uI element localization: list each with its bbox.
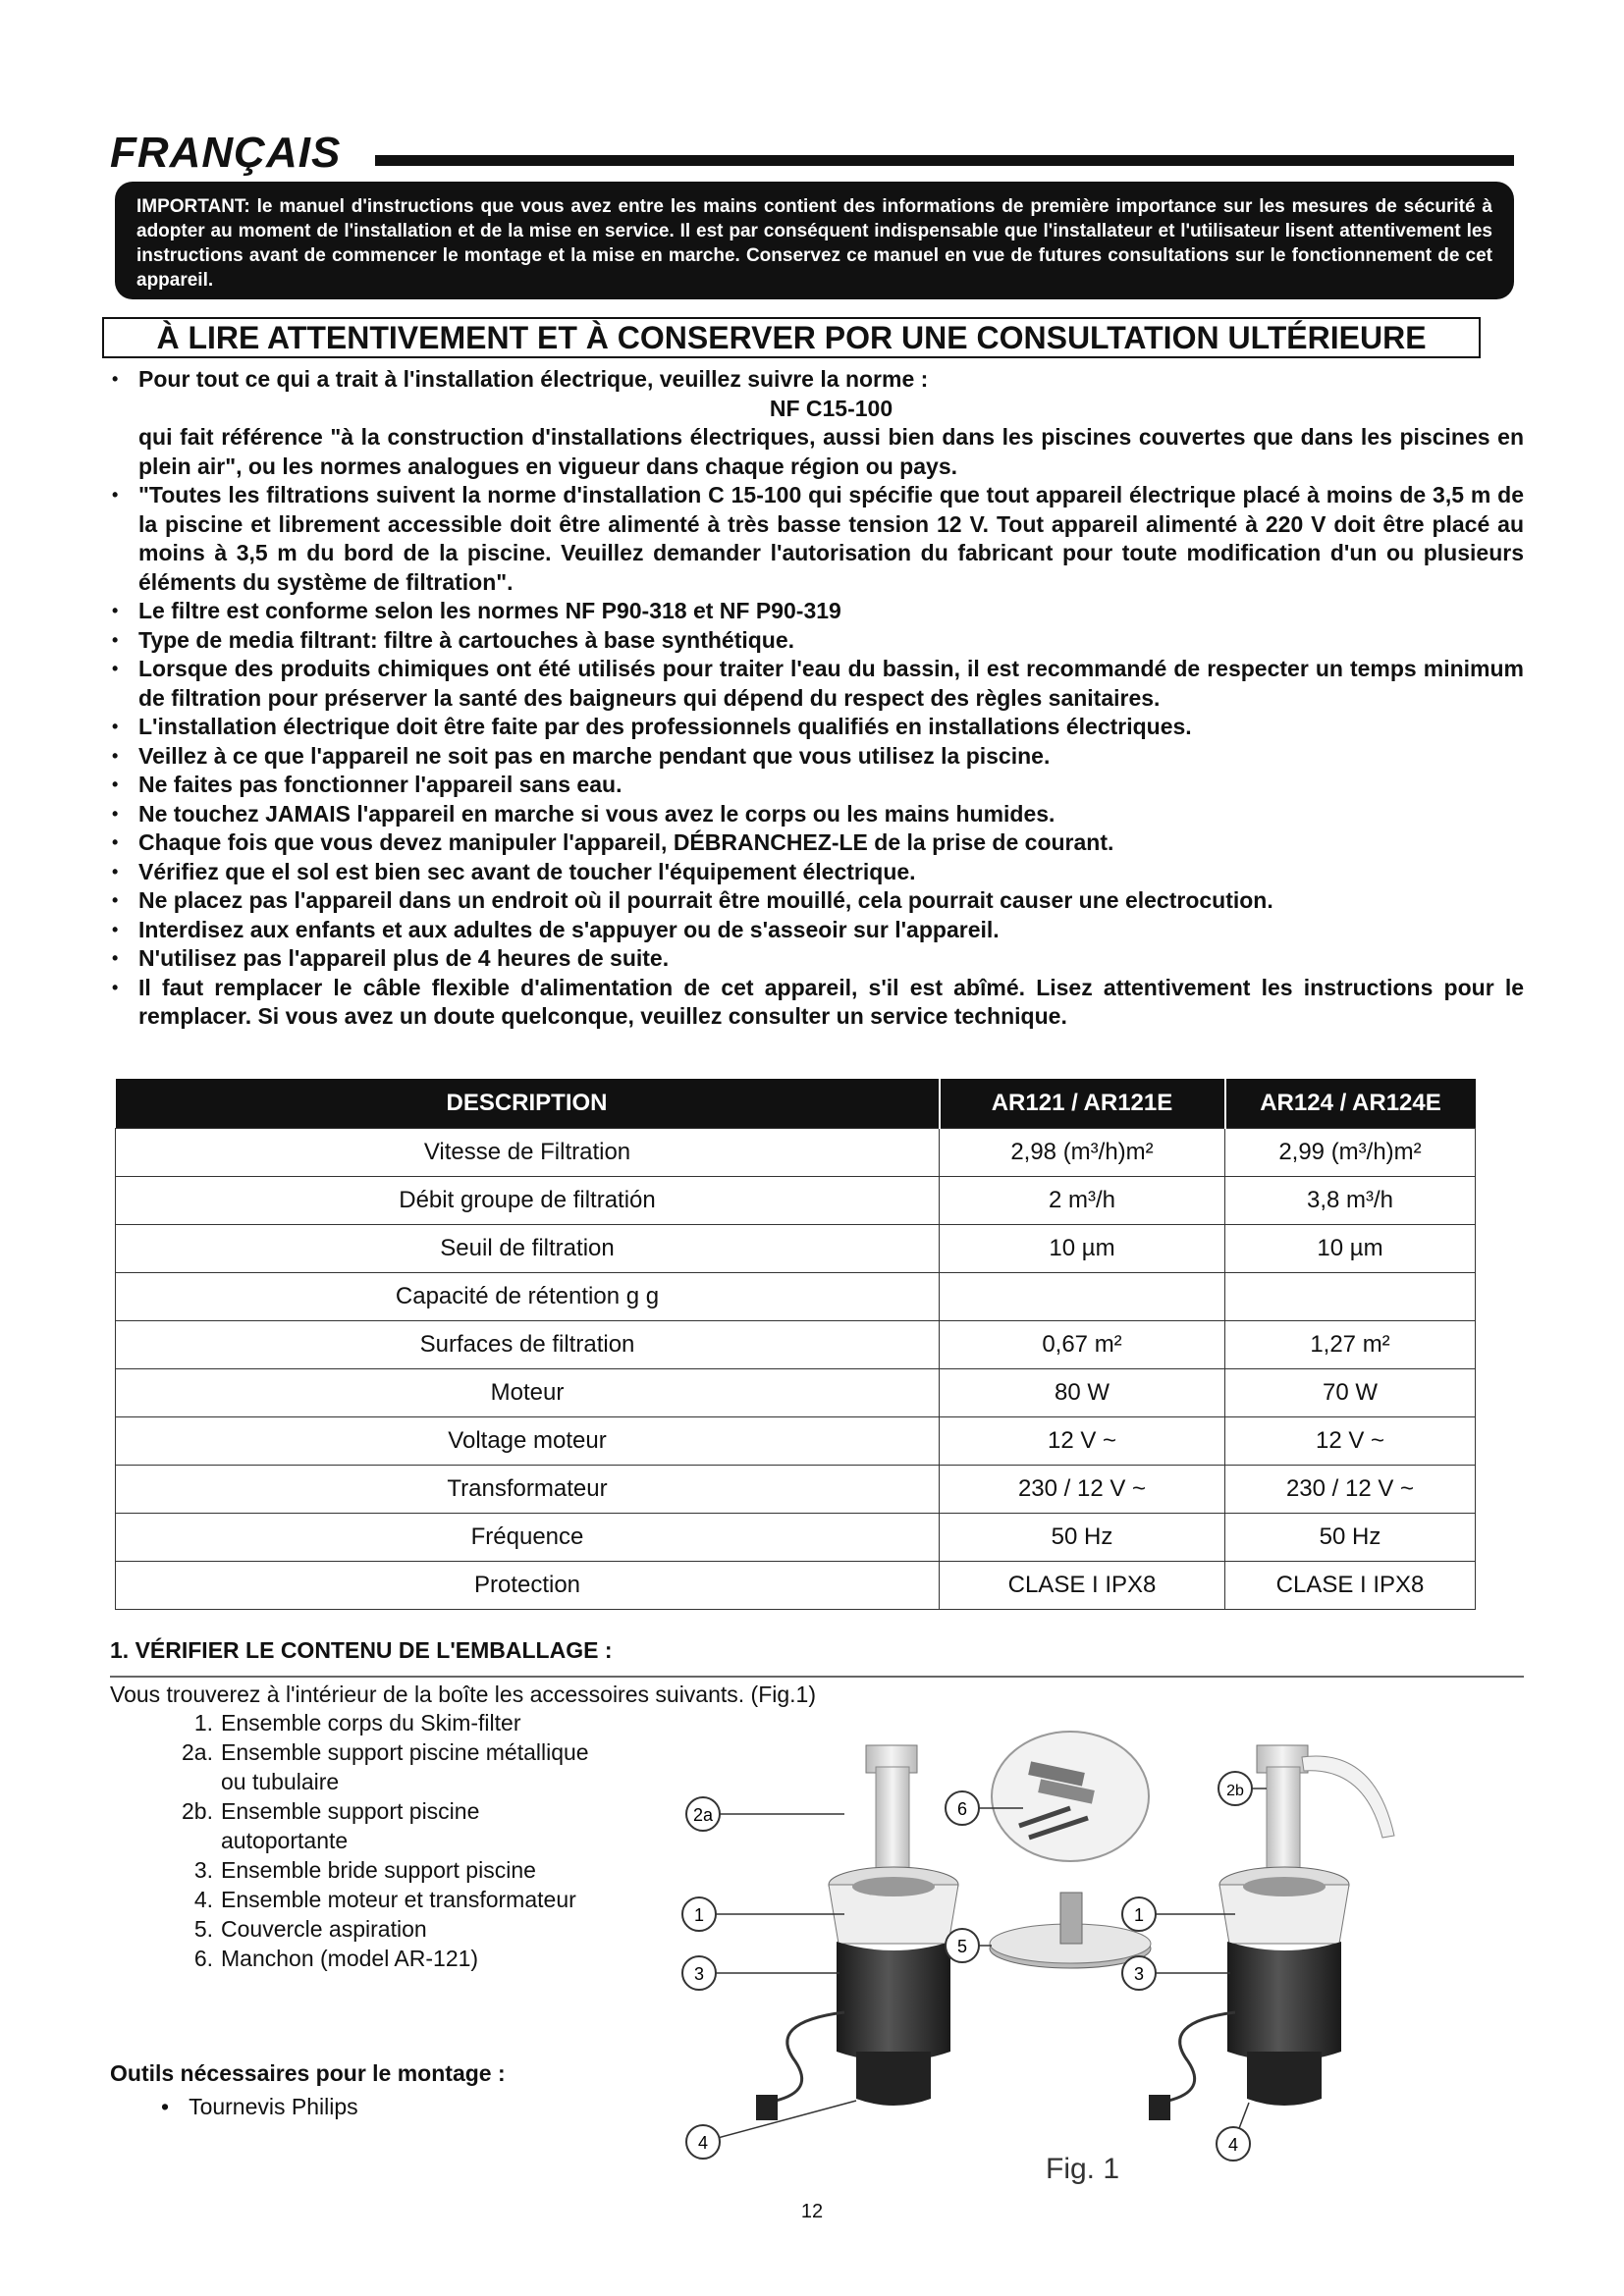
cell-ar124: 1,27 m² xyxy=(1225,1321,1476,1369)
svg-text:1: 1 xyxy=(1133,1905,1145,1925)
section-intro: Vous trouverez à l'intérieur de la boîte les accessoires suivants. (Fig.1) xyxy=(110,1682,817,1707)
accessory-number: 1. xyxy=(193,1710,213,1735)
cell-ar124: 3,8 m³/h xyxy=(1225,1177,1476,1225)
accessory-item xyxy=(157,1826,589,1855)
tools-title: Outils nécessaires pour le montage : xyxy=(110,2060,506,2086)
table-row xyxy=(116,1273,1476,1321)
accessory-item xyxy=(157,1914,589,1944)
cell-ar124: 50 Hz xyxy=(1225,1514,1476,1562)
table-row xyxy=(116,1417,1476,1466)
accessory-number: 4. xyxy=(193,1887,213,1912)
rule-item: • Il faut remplacer le câble flexible d'alimentation de cet appareil, s'il est abîmé. Lisez attentivement les instructions pour le remplacer. Si vous avez un doute quelconque, veuillez consulter un service technique. xyxy=(110,974,1524,1032)
accessory-number: 6. xyxy=(193,1946,213,1971)
accessory-text: Couvercle aspiration xyxy=(221,1916,427,1942)
cell-ar121: CLASE I IPX8 xyxy=(940,1562,1225,1610)
cell-ar121: 10 µm xyxy=(940,1225,1225,1273)
tool-item: • Tournevis Philips xyxy=(161,2094,358,2120)
table-row xyxy=(116,1129,1476,1177)
table-row xyxy=(116,1225,1476,1273)
svg-text:3: 3 xyxy=(693,1964,705,1984)
callout-1-right xyxy=(1122,1897,1235,1931)
cell-ar121: 2 m³/h xyxy=(940,1177,1225,1225)
svg-text:4: 4 xyxy=(697,2133,709,2153)
cell-description: Protection xyxy=(116,1562,940,1610)
cell-description: Surfaces de filtration xyxy=(116,1321,940,1369)
cell-description: Fréquence xyxy=(116,1514,940,1562)
accessory-number: 2a. xyxy=(182,1739,213,1765)
cell-ar121: 80 W xyxy=(940,1369,1225,1417)
svg-text:6: 6 xyxy=(956,1799,968,1819)
accessory-item xyxy=(157,1767,589,1796)
norm-reference: NF C15-100 xyxy=(769,395,893,421)
cell-ar124: 70 W xyxy=(1225,1369,1476,1417)
cell-description: Capacité de rétention g g xyxy=(116,1273,940,1321)
accessory-text: Ensemble corps du Skim-filter xyxy=(221,1710,521,1735)
rule-item: • Ne faites pas fonctionner l'appareil sans eau. xyxy=(110,771,1524,800)
skimmer-2b-illustration xyxy=(1149,1745,1394,2120)
rule-text: qui fait référence "à la construction d'installations électriques, aussi bien dans les piscines couvertes que dans les piscines en plein air", ou les normes analogues en vigueur dans chaque région ou pays. xyxy=(138,424,1524,479)
accessory-text: ou tubulaire xyxy=(221,1769,340,1794)
rule-item: • "Toutes les filtrations suivent la norme d'installation C 15-100 qui spécifie que tout appareil électrique placé à moins de 3,5 m de la piscine et librement accessible doit être alimenté à très basse tension 12 V. Tout appareil alimenté à 220 V doit être placé au moins à 3,5 m du bord de la piscine. Veuillez demander l'autorisation du fabricant pour toute modification d'un ou plusieurs éléments du système de filtration". xyxy=(110,481,1524,597)
callout-5 xyxy=(946,1929,992,1962)
rule-item: • Interdisez aux enfants et aux adultes de s'appuyer ou de s'asseoir sur l'appareil. xyxy=(110,916,1524,945)
section-rule xyxy=(110,1676,1524,1678)
accessory-item xyxy=(157,1708,589,1737)
table-row xyxy=(116,1369,1476,1417)
figure-label: Fig. 1 xyxy=(1046,2153,1120,2185)
figure-1-illustration xyxy=(648,1728,1532,2179)
accessory-text: autoportante xyxy=(221,1828,349,1853)
table-row xyxy=(116,1466,1476,1514)
accessory-text: Ensemble support piscine xyxy=(221,1798,480,1824)
tools-list xyxy=(161,2094,358,2120)
cell-ar124: 10 µm xyxy=(1225,1225,1476,1273)
cell-description: Transformateur xyxy=(116,1466,940,1514)
cell-ar124: 230 / 12 V ~ xyxy=(1225,1466,1476,1514)
accessory-number: 2b. xyxy=(182,1798,213,1824)
table-row xyxy=(116,1321,1476,1369)
cell-ar121: 50 Hz xyxy=(940,1514,1225,1562)
accessory-text: Manchon (model AR-121) xyxy=(221,1946,479,1971)
cell-ar124: CLASE I IPX8 xyxy=(1225,1562,1476,1610)
language-title: FRANÇAIS xyxy=(110,129,342,177)
accessory-text: Ensemble moteur et transformateur xyxy=(221,1887,576,1912)
header-model-ar124: AR124 / AR124E xyxy=(1225,1079,1476,1129)
accessory-number xyxy=(157,1767,221,1796)
accessory-number xyxy=(157,1826,221,1855)
accessory-item xyxy=(157,1885,589,1914)
accessory-text: Ensemble support piscine métallique xyxy=(221,1739,589,1765)
rule-item: • Lorsque des produits chimiques ont été utilisés pour traiter l'eau du bassin, il est recommandé de respecter un temps minimum de filtration pour préserver la santé des baigneurs qui dépend du respect des règles sanitaires. xyxy=(110,655,1524,713)
callout-2b xyxy=(1218,1772,1267,1805)
rule-text: Pour tout ce qui a trait à l'installation électrique, veuillez suivre la norme : xyxy=(138,366,929,392)
page-header xyxy=(110,128,1514,179)
rule-item: • Ne touchez JAMAIS l'appareil en marche si vous avez le corps ou les mains humides. xyxy=(110,800,1524,829)
header-model-ar121: AR121 / AR121E xyxy=(940,1079,1225,1129)
cell-ar121: 2,98 (m³/h)m² xyxy=(940,1129,1225,1177)
rule-item: • Veillez à ce que l'appareil ne soit pas en marche pendant que vous utilisez la piscine. xyxy=(110,742,1524,772)
cell-ar124: 2,99 (m³/h)m² xyxy=(1225,1129,1476,1177)
section-title: 1. VÉRIFIER LE CONTENU DE L'EMBALLAGE : xyxy=(110,1637,613,1663)
cell-description: Débit groupe de filtratión xyxy=(116,1177,940,1225)
rule-item: • Chaque fois que vous devez manipuler l'appareil, DÉBRANCHEZ-LE de la prise de courant. xyxy=(110,828,1524,858)
cell-ar124 xyxy=(1225,1273,1476,1321)
accessory-item xyxy=(157,1796,589,1826)
accessory-number: 3. xyxy=(193,1857,213,1883)
safety-rules-list xyxy=(110,365,1524,1032)
rule-item: • N'utilisez pas l'appareil plus de 4 heures de suite. xyxy=(110,944,1524,974)
cell-ar121 xyxy=(940,1273,1225,1321)
cell-ar121: 0,67 m² xyxy=(940,1321,1225,1369)
accessories-list xyxy=(157,1708,589,1973)
cell-ar121: 12 V ~ xyxy=(940,1417,1225,1466)
rule-item: • Type de media filtrant: filtre à cartouches à base synthétique. xyxy=(110,626,1524,656)
svg-text:3: 3 xyxy=(1133,1964,1145,1984)
callout-1 xyxy=(682,1897,844,1931)
table-row xyxy=(116,1562,1476,1610)
accessory-number: 5. xyxy=(193,1916,213,1942)
svg-text:2b: 2b xyxy=(1226,1783,1244,1799)
svg-text:1: 1 xyxy=(693,1905,705,1925)
header-rule xyxy=(375,155,1514,166)
rule-item: • L'installation électrique doit être faite par des professionnels qualifiés en installations électriques. xyxy=(110,713,1524,742)
callout-4-right xyxy=(1217,2103,1250,2161)
accessories-illustration xyxy=(990,1732,1151,1968)
cell-description: Moteur xyxy=(116,1369,940,1417)
specifications-table xyxy=(115,1079,1476,1610)
svg-text:5: 5 xyxy=(956,1937,968,1956)
svg-text:2a: 2a xyxy=(692,1805,714,1825)
accessory-item xyxy=(157,1855,589,1885)
accessory-item xyxy=(157,1737,589,1767)
svg-text:4: 4 xyxy=(1227,2135,1239,2155)
read-carefully-heading: À LIRE ATTENTIVEMENT ET À CONSERVER POR UNE CONSULTATION ULTÉRIEURE xyxy=(102,317,1481,358)
page-number: 12 xyxy=(800,2201,824,2222)
table-row xyxy=(116,1177,1476,1225)
cell-ar124: 12 V ~ xyxy=(1225,1417,1476,1466)
rule-item: • Le filtre est conforme selon les normes NF P90-318 et NF P90-319 xyxy=(110,597,1524,626)
rule-item xyxy=(110,365,1524,481)
accessory-item xyxy=(157,1944,589,1973)
rule-item: • Vérifiez que el sol est bien sec avant de toucher l'équipement électrique. xyxy=(110,858,1524,887)
cell-ar121: 230 / 12 V ~ xyxy=(940,1466,1225,1514)
table-header-row xyxy=(116,1079,1476,1129)
accessory-text: Ensemble bride support piscine xyxy=(221,1857,536,1883)
header-description: DESCRIPTION xyxy=(116,1079,940,1129)
rule-item: • Ne placez pas l'appareil dans un endroit où il pourrait être mouillé, cela pourrait causer une electrocution. xyxy=(110,886,1524,916)
table-row xyxy=(116,1514,1476,1562)
cell-description: Seuil de filtration xyxy=(116,1225,940,1273)
cell-description: Vitesse de Filtration xyxy=(116,1129,940,1177)
cell-description: Voltage moteur xyxy=(116,1417,940,1466)
callout-3 xyxy=(682,1956,839,1990)
callout-2a xyxy=(686,1797,844,1831)
skimmer-2a-illustration xyxy=(756,1745,958,2120)
callout-3-right xyxy=(1122,1956,1230,1990)
important-notice: IMPORTANT: le manuel d'instructions que vous avez entre les mains contient des informations de première importance sur les mesures de sécurité à adopter au moment de l'installation et de la mise en service. Il est par conséquent indispensable que l'installateur et l'utilisateur lisent attentivement les instructions avant de commencer le montage et la mise en marche. Conservez ce manuel en vue de futures consultations sur le fonctionnement de cet appareil. xyxy=(115,182,1514,299)
